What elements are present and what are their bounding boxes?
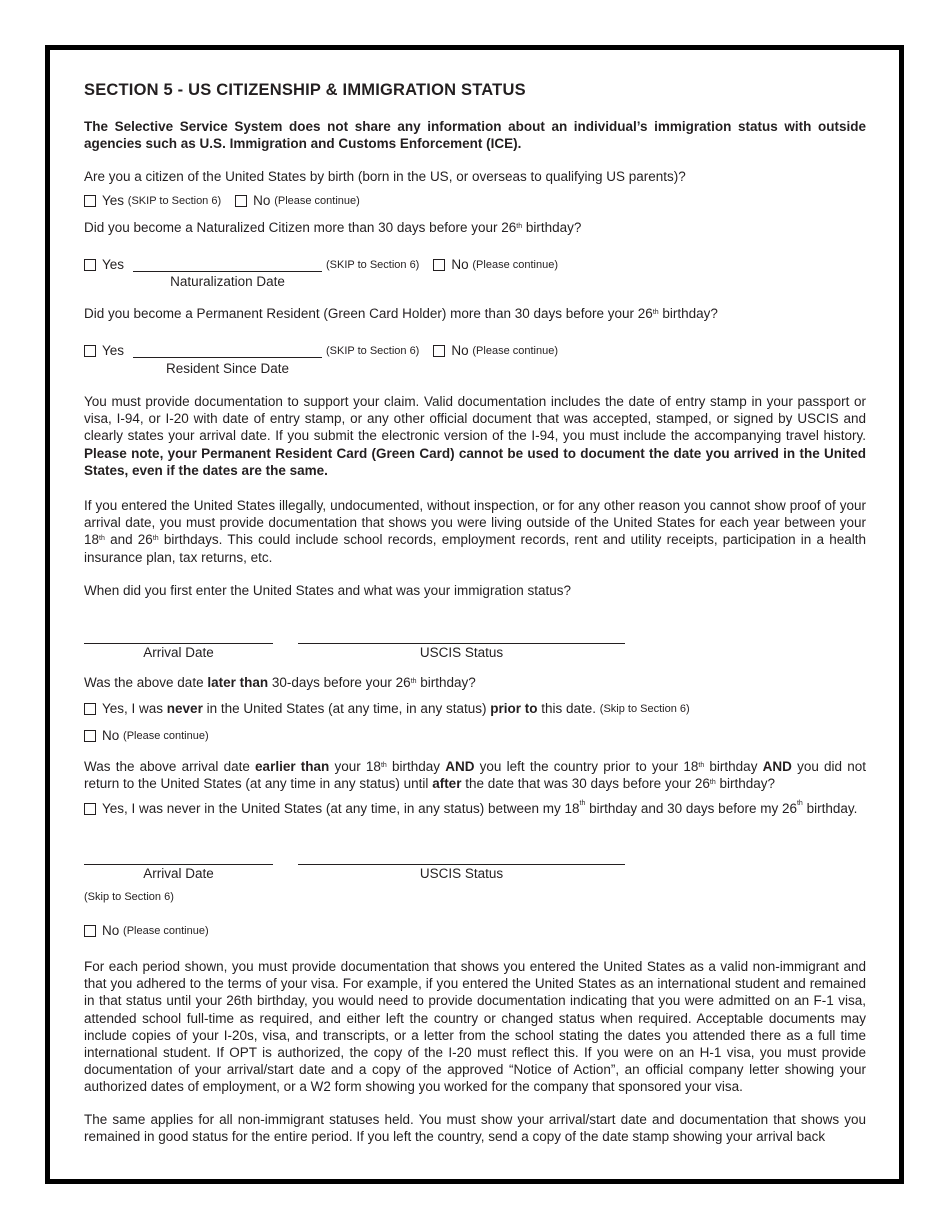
q1-yes-checkbox[interactable]: [84, 195, 96, 207]
q5-no-note: (Please continue): [123, 729, 209, 742]
q6-no-label: No: [102, 923, 120, 938]
resident-since-date-field[interactable]: [133, 357, 322, 358]
q5-no-label: No: [102, 728, 120, 743]
q6-yes-option: [84, 801, 857, 816]
q4-uscis-status-label: USCIS Status: [419, 645, 504, 660]
q2-options: [84, 257, 124, 272]
q5-yes-checkbox[interactable]: [84, 703, 96, 715]
q6-no-checkbox[interactable]: [84, 925, 96, 937]
resident-since-date-label: Resident Since Date: [165, 361, 290, 376]
q6-question: Was the above arrival date earlier than your 18th birthday AND you left the country prior to your 18th birthday AND you did not return to the United States (at any time in any status) until after the date that was 30 days before your 26th birthday?: [84, 759, 867, 792]
q5-yes-option: [84, 701, 690, 716]
q2-question: Did you become a Naturalized Citizen more than 30 days before your 26th birthday?: [84, 220, 582, 235]
q5-question: Was the above date later than 30-days before your 26th birthday?: [84, 675, 476, 690]
q4-question: When did you first enter the United States and what was your immigration status?: [84, 583, 571, 598]
q2-skip-note: (SKIP to Section 6): [326, 258, 420, 271]
naturalization-date-field[interactable]: [133, 271, 322, 272]
q6-arrival-date-label: Arrival Date: [143, 866, 214, 881]
q6-no-option: [84, 923, 209, 938]
q3-no-checkbox[interactable]: [433, 345, 445, 357]
privacy-notice: The Selective Service System does not share any information about an individual’s immigration status with outside agencies such as U.S. Immigration and Customs Enforcement (ICE).: [84, 119, 866, 152]
q3-no-note: (Please continue): [472, 344, 558, 357]
q3-options: [84, 343, 124, 358]
q4-arrival-date-field[interactable]: [84, 643, 273, 644]
q6-no-note: (Please continue): [123, 924, 209, 937]
q1-no-label: No: [253, 193, 271, 208]
q3-skip-note: (SKIP to Section 6): [326, 344, 420, 357]
q1-options: [84, 193, 360, 208]
q2-yes-label: Yes: [102, 257, 125, 272]
q2-yes-checkbox[interactable]: [84, 259, 96, 271]
naturalization-date-label: Naturalization Date: [170, 274, 285, 289]
q6-arrival-date-field[interactable]: [84, 864, 273, 865]
undocumented-paragraph: If you entered the United States illegally, undocumented, without inspection, or for any other reason you cannot show proof of your arrival date, you must provide documentation that shows you were living outside of the United States for each year between your 18th and 26th birthdays. This could include school records, employment records, rent and utility receipts, participation in a health insurance plan, tax returns, etc.: [84, 498, 866, 565]
q6-uscis-status-label: USCIS Status: [419, 866, 504, 881]
q3-no-label: No: [451, 343, 469, 358]
q5-yes-label: Yes, I was never in the United States (at any time, in any status) prior to this date.: [102, 701, 597, 716]
q1-yes-note: (SKIP to Section 6): [127, 194, 222, 207]
q1-yes-label: Yes: [102, 193, 125, 208]
q5-no-option: [84, 728, 209, 743]
q2-no-checkbox[interactable]: [433, 259, 445, 271]
q1-no-checkbox[interactable]: [235, 195, 247, 207]
q1-no-note: (Please continue): [274, 194, 360, 207]
q6-yes-checkbox[interactable]: [84, 803, 96, 815]
q3-yes-checkbox[interactable]: [84, 345, 96, 357]
q4-arrival-date-label: Arrival Date: [143, 645, 214, 660]
q2-no-label: No: [451, 257, 469, 272]
q5-yes-note: (Skip to Section 6): [599, 702, 690, 715]
q6-skip-note: (Skip to Section 6): [84, 891, 174, 903]
q4-uscis-status-field[interactable]: [298, 643, 625, 644]
q3-yes-label: Yes: [102, 343, 125, 358]
documentation-paragraph: You must provide documentation to support your claim. Valid documentation includes the date of entry stamp in your passport or visa, I-94, or I-20 with date of entry stamp, or any other official document that was accepted, stamped, or signed by USCIS and clearly states your arrival date. If you submit the electronic version of the I-94, you must include the accompanying travel history. Please note, your Permanent Resident Card (Green Card) cannot be used to document the date you arrived in the United States, even if the dates are the same.: [84, 394, 866, 478]
q6-uscis-status-field[interactable]: [298, 864, 625, 865]
q5-no-checkbox[interactable]: [84, 730, 96, 742]
q2-no-note: (Please continue): [472, 258, 558, 271]
non-immigrant-statuses-paragraph: The same applies for all non-immigrant statuses held. You must show your arrival/start date and documentation that shows you remained in good status for the entire period. If you left the country, send a copy of the date stamp showing your arrival back: [84, 1112, 866, 1145]
q3-question: Did you become a Permanent Resident (Green Card Holder) more than 30 days before your 26th birthday?: [84, 306, 718, 321]
q6-yes-label: Yes, I was never in the United States (at any time, in any status) between my 18th birthday and 30 days before my 26th birthday.: [102, 800, 858, 816]
non-immigrant-documentation-paragraph: For each period shown, you must provide documentation that shows you entered the United States as a valid non-immigrant and that you adhered to the terms of your visa. For example, if you entered the United States as an international student and remained in that status until your 26th birthday, you would need to provide documentation indicating that you were admitted on an F-1 visa, attended school full-time as required, and either left the country or changed status when required. Acceptable documents may include copies of your I-20s, visa, and transcripts, or a letter from the school stating the dates you attended there as a full time international student. If OPT is authorized, the copy of the I-20 must reflect this. If you were on an H-1 visa, you must provide documentation of your arrival/start date and a copy of the approved “Notice of Action”, an official company letter showing your authorized dates of employment, or a W2 form showing you worked for the company that sponsored your visa.: [84, 959, 866, 1095]
section-title: SECTION 5 - US CITIZENSHIP & IMMIGRATION STATUS: [84, 81, 526, 99]
q1-question: Are you a citizen of the United States by birth (born in the US, or overseas to qualifying US parents)?: [84, 169, 686, 184]
